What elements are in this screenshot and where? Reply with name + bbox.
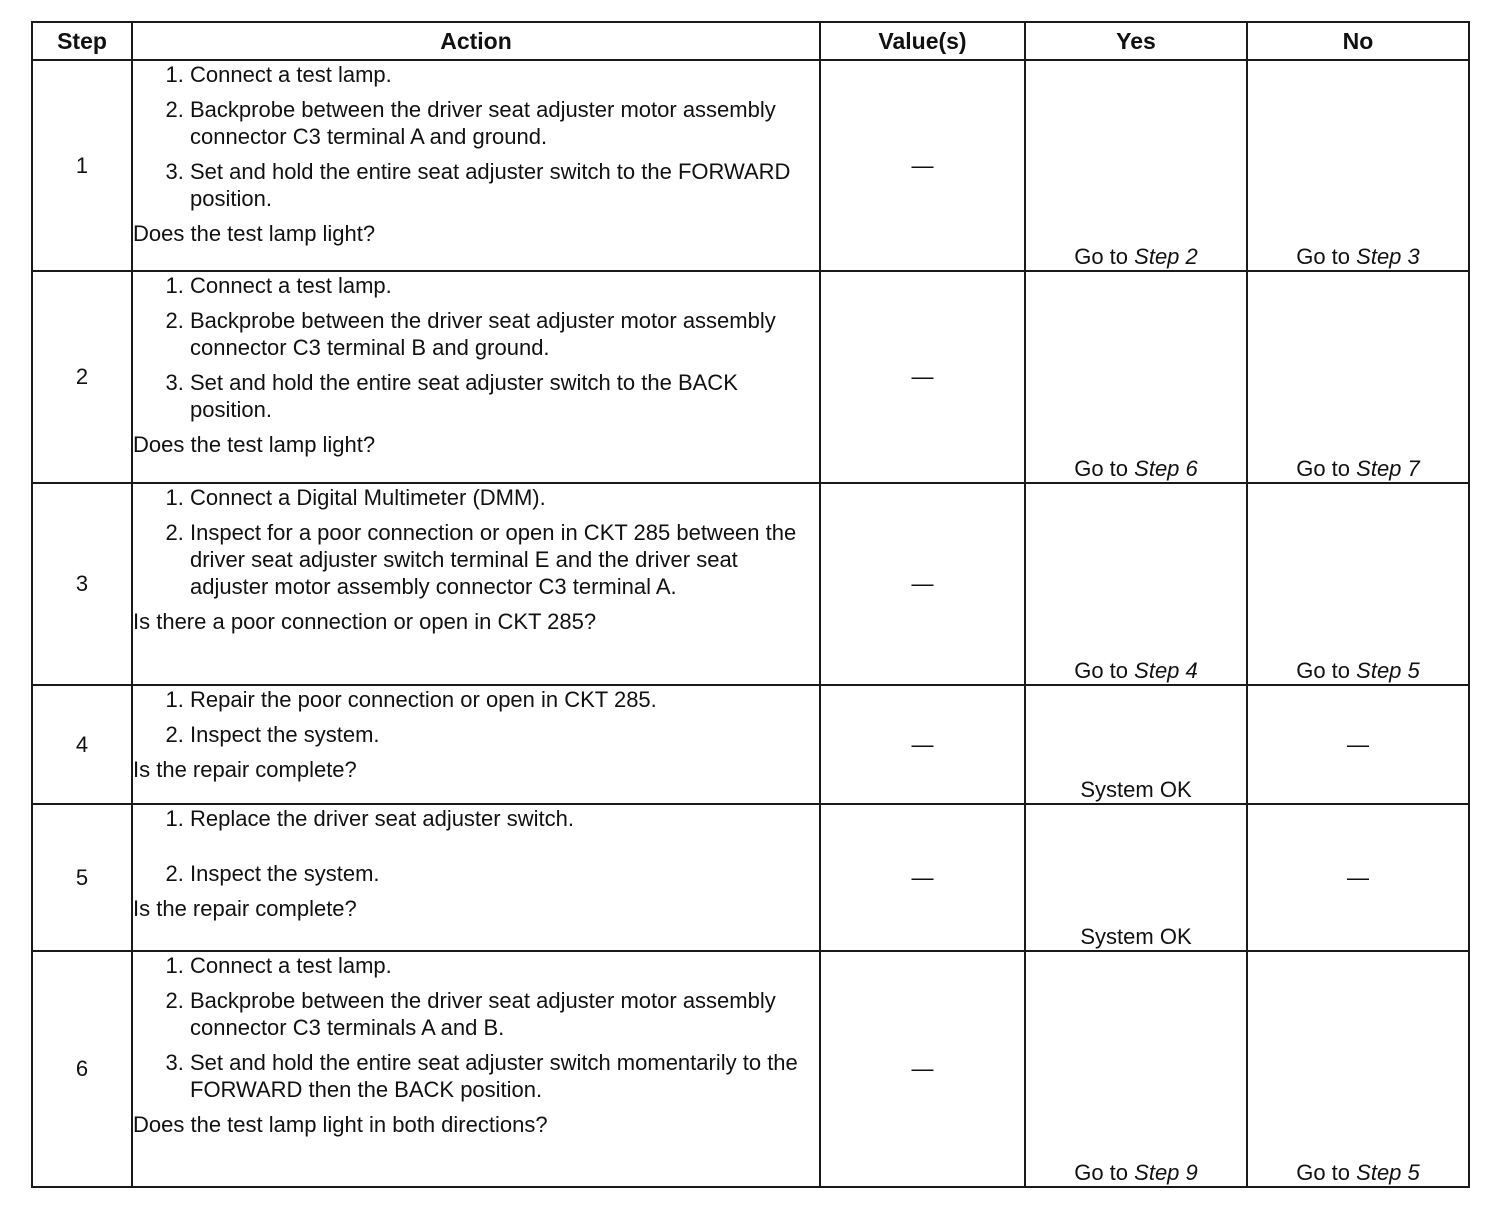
- header-step: Step: [32, 22, 132, 60]
- list-item: 1. Connect a test lamp.: [190, 272, 819, 299]
- value-cell: —: [820, 483, 1025, 685]
- yes-cell: [1025, 951, 1247, 1187]
- action-cell: [132, 271, 820, 483]
- list-item: 1. Connect a Digital Multimeter (DMM).: [190, 484, 819, 511]
- goto-prefix: Go to: [1074, 456, 1129, 481]
- action-list: [133, 484, 819, 600]
- goto-step-link[interactable]: Step 5: [1356, 1160, 1420, 1185]
- header-row: [32, 22, 1469, 60]
- list-item: 1. Repair the poor connection or open in CKT 285.: [190, 686, 819, 713]
- no-cell: [1247, 271, 1469, 483]
- action-cell: [132, 685, 820, 804]
- step-number: 5: [32, 804, 132, 951]
- list-item: 3. Set and hold the entire seat adjuster switch momentarily to the FORWARD then the BACK position.: [190, 1049, 819, 1103]
- goto-step-link[interactable]: Step 6: [1134, 456, 1198, 481]
- table-row: [32, 483, 1469, 685]
- table-row: [32, 685, 1469, 804]
- goto-prefix: Go to: [1296, 658, 1351, 683]
- goto-step-link[interactable]: Step 2: [1134, 244, 1198, 269]
- no-cell: [1247, 60, 1469, 271]
- action-cell: [132, 483, 820, 685]
- yes-cell: [1025, 271, 1247, 483]
- list-item: 2. Inspect the system.: [190, 721, 819, 748]
- table-row: [32, 271, 1469, 483]
- goto-prefix: Go to: [1074, 244, 1129, 269]
- goto-prefix: Go to: [1296, 1160, 1351, 1185]
- header-yes: Yes: [1025, 22, 1247, 60]
- goto-step-link[interactable]: Step 9: [1134, 1160, 1198, 1185]
- no-cell: [1247, 483, 1469, 685]
- action-list: [133, 952, 819, 1103]
- list-item: 3. Set and hold the entire seat adjuster switch to the FORWARD position.: [190, 158, 819, 212]
- no-cell: [1247, 951, 1469, 1187]
- action-list: [133, 805, 819, 887]
- value-cell: —: [820, 685, 1025, 804]
- step-number: 4: [32, 685, 132, 804]
- action-list: [133, 61, 819, 212]
- diagnostic-table: [31, 21, 1470, 1188]
- goto-step-link[interactable]: Step 3: [1356, 244, 1420, 269]
- list-item: 1. Connect a test lamp.: [190, 952, 819, 979]
- action-question: Is the repair complete?: [133, 896, 357, 921]
- action-cell: [132, 951, 820, 1187]
- goto-prefix: Go to: [1296, 244, 1351, 269]
- list-item: 1. Replace the driver seat adjuster switch.: [190, 805, 819, 832]
- header-action: Action: [132, 22, 820, 60]
- action-cell: [132, 60, 820, 271]
- list-item: 1. Connect a test lamp.: [190, 61, 819, 88]
- goto-prefix: Go to: [1074, 1160, 1129, 1185]
- value-cell: —: [820, 271, 1025, 483]
- action-question: Does the test lamp light in both directions?: [133, 1112, 548, 1137]
- value-cell: —: [820, 60, 1025, 271]
- action-list: [133, 272, 819, 423]
- table-row: [32, 951, 1469, 1187]
- step-number: 2: [32, 271, 132, 483]
- action-question: Does the test lamp light?: [133, 221, 376, 246]
- header-values: Value(s): [820, 22, 1025, 60]
- goto-step-link[interactable]: Step 5: [1356, 658, 1420, 683]
- no-cell: —: [1247, 685, 1469, 804]
- step-number: 1: [32, 60, 132, 271]
- action-question: Does the test lamp light?: [133, 432, 376, 457]
- list-item: 2. Backprobe between the driver seat adjuster motor assembly connector C3 terminal B and ground.: [190, 307, 819, 361]
- list-item: 2. Backprobe between the driver seat adjuster motor assembly connector C3 terminal A and ground.: [190, 96, 819, 150]
- table-row: [32, 804, 1469, 951]
- action-question: Is the repair complete?: [133, 757, 357, 782]
- list-item: 2. Inspect for a poor connection or open in CKT 285 between the driver seat adjuster switch terminal E and the driver seat adjuster motor assembly connector C3 terminal A.: [190, 519, 819, 600]
- goto-prefix: Go to: [1074, 658, 1129, 683]
- list-item: 3. Set and hold the entire seat adjuster switch to the BACK position.: [190, 369, 819, 423]
- goto-prefix: Go to: [1296, 456, 1351, 481]
- step-number: 3: [32, 483, 132, 685]
- action-cell: [132, 804, 820, 951]
- action-question: Is there a poor connection or open in CKT 285?: [133, 609, 597, 634]
- header-no: No: [1247, 22, 1469, 60]
- step-number: 6: [32, 951, 132, 1187]
- list-item: 2. Backprobe between the driver seat adjuster motor assembly connector C3 terminals A and B.: [190, 987, 819, 1041]
- yes-cell: [1025, 60, 1247, 271]
- action-list: [133, 686, 819, 748]
- yes-cell: [1025, 483, 1247, 685]
- yes-cell: System OK: [1025, 685, 1247, 804]
- value-cell: —: [820, 951, 1025, 1187]
- table-row: [32, 60, 1469, 271]
- goto-step-link[interactable]: Step 7: [1356, 456, 1420, 481]
- goto-step-link[interactable]: Step 4: [1134, 658, 1198, 683]
- list-item: 2. Inspect the system.: [190, 860, 819, 887]
- no-cell: —: [1247, 804, 1469, 951]
- yes-cell: System OK: [1025, 804, 1247, 951]
- value-cell: —: [820, 804, 1025, 951]
